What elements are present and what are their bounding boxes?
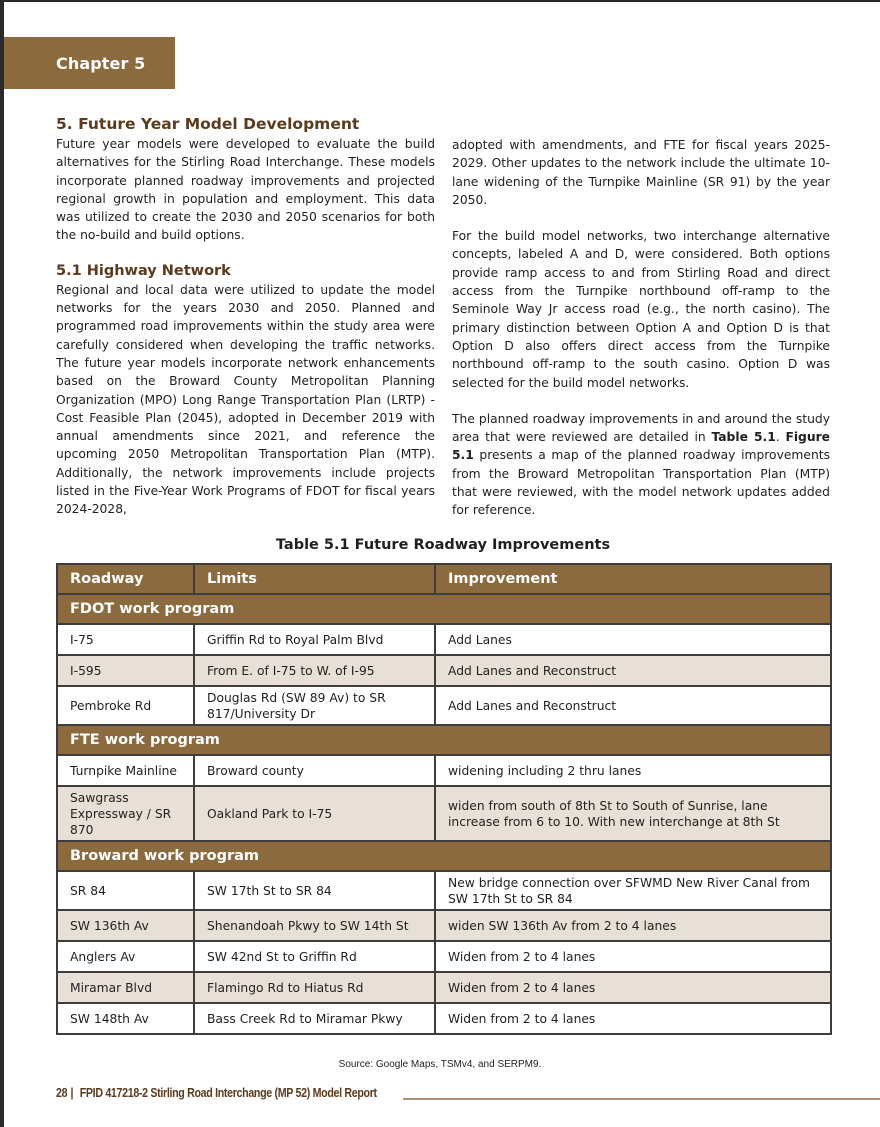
section-body-highway-network: Regional and local data were utilized to update the model networks for the years 2030 and 2050. Planned and programmed road improvements within the study area were carefully considered when developing the traffic networks. The future year models incorporate network enhancements based on the Broward County Metropolitan Planning Organization (MPO) Long Range Transportation Plan (LRTP) - Cost Feasible Plan (2045), adopted in December 2019 with annual amendments since 2021, and reference the upcoming 2050 Metropolitan Transportation Plan (MTP). Additionally, the network improvements include projects listed in the Five-Year Work Programs of FDOT for fiscal years 2024-2028, (56, 282, 435, 517)
table-row (57, 624, 831, 655)
section-title-future-year: 5. Future Year Model Development (56, 115, 360, 133)
group-row-fdot (57, 594, 831, 624)
cell-limits: SW 17th St to SR 84 (194, 871, 435, 910)
viewer-left-edge (0, 0, 4, 1127)
table-row (57, 686, 831, 725)
header-limits: Limits (194, 564, 435, 594)
figure-reference-link[interactable]: Figure 5.1 (452, 430, 831, 463)
right-para-1: adopted with amendments, and FTE for fiscal years 2025-2029. Other updates to the network include the ultimate 10-lane widening of the Turnpike Mainline (SR 91) by the year 2050. (452, 138, 830, 207)
cell-improvement: widening including 2 thru lanes (435, 755, 831, 786)
cell-limits: Douglas Rd (SW 89 Av) to SR 817/University Dr (194, 686, 435, 725)
cell-roadway: I-595 (57, 655, 194, 686)
cell-roadway: Turnpike Mainline (57, 755, 194, 786)
table-row (57, 910, 831, 941)
cell-limits: Broward county (194, 755, 435, 786)
footer-rule (403, 1098, 880, 1100)
cell-improvement: New bridge connection over SFWMD New River Canal from SW 17th St to SR 84 (435, 871, 831, 910)
group-row-fte (57, 725, 831, 755)
section-title-highway-network: 5.1 Highway Network (56, 262, 231, 279)
cell-roadway: SR 84 (57, 871, 194, 910)
page-footer (56, 1085, 377, 1100)
cell-improvement: Add Lanes and Reconstruct (435, 686, 831, 725)
cell-limits: Griffin Rd to Royal Palm Blvd (194, 624, 435, 655)
roadway-improvements-table (56, 563, 832, 1035)
cell-limits: SW 42nd St to Griffin Rd (194, 941, 435, 972)
cell-limits: Shenandoah Pkwy to SW 14th St (194, 910, 435, 941)
table-source-note: Source: Google Maps, TSMv4, and SERPM9. (338, 1059, 542, 1070)
cell-roadway: I-75 (57, 624, 194, 655)
right-para-3 (452, 410, 830, 520)
cell-limits: From E. of I-75 to W. of I-95 (194, 655, 435, 686)
cell-limits: Flamingo Rd to Hiatus Rd (194, 972, 435, 1003)
cell-improvement: Widen from 2 to 4 lanes (435, 1003, 831, 1034)
cell-improvement: Add Lanes (435, 624, 831, 655)
cell-improvement: Widen from 2 to 4 lanes (435, 941, 831, 972)
para3-text: presents a map of the planned roadway improvements from the Broward Metropolitan Transportation Plan (MTP) that were reviewed, with the model network updates added for reference. (452, 448, 830, 518)
table-row (57, 1003, 831, 1034)
chapter-label: Chapter 5 (56, 53, 146, 73)
chapter-tab (4, 37, 175, 89)
table-row (57, 755, 831, 786)
group-label: FDOT work program (57, 594, 831, 624)
table-row (57, 655, 831, 686)
cell-improvement: Add Lanes and Reconstruct (435, 655, 831, 686)
para3-text: . (775, 430, 786, 445)
cell-roadway: SW 148th Av (57, 1003, 194, 1034)
cell-improvement: widen from south of 8th St to South of Sunrise, lane increase from 6 to 10. With new interchange at 8th St (435, 786, 831, 841)
table-title: Table 5.1 Future Roadway Improvements (275, 537, 611, 553)
cell-roadway: Sawgrass Expressway / SR 870 (57, 786, 194, 841)
viewer-top-edge (0, 0, 880, 2)
right-column (452, 136, 830, 520)
section-body-future-year: Future year models were developed to evaluate the build alternatives for the Stirling Road Interchange. These models incorporate planned roadway improvements and projected regional growth in population and employment. This data was utilized to create the 2030 and 2050 scenarios for both the no-build and build options. (56, 137, 435, 243)
cell-limits: Oakland Park to I-75 (194, 786, 435, 841)
cell-limits: Bass Creek Rd to Miramar Pkwy (194, 1003, 435, 1034)
cell-roadway: Miramar Blvd (57, 972, 194, 1003)
footer-report-title: FPID 417218-2 Stirling Road Interchange (MP 52) Model Report (79, 1085, 377, 1100)
right-para-2: For the build model networks, two interchange alternative concepts, labeled A and D, were considered. Both options provide ramp access to and from Stirling Road and direct access from the Turnpike northbound off-ramp to the Seminole Way Jr access road (e.g., the north casino). The primary distinction between Option A and Option D is that Option D also offers direct access from the Turnpike northbound off-ramp to the south casino. Option D was selected for the build model networks. (452, 229, 830, 390)
group-label: FTE work program (57, 725, 831, 755)
group-row-broward (57, 841, 831, 871)
header-improvement: Improvement (435, 564, 831, 594)
cell-improvement: widen SW 136th Av from 2 to 4 lanes (435, 910, 831, 941)
cell-roadway: Pembroke Rd (57, 686, 194, 725)
group-label: Broward work program (57, 841, 831, 871)
para3-text: The planned roadway improvements in and around the study area that were reviewed are detailed in (452, 411, 830, 445)
table-row (57, 941, 831, 972)
table-reference-link[interactable]: Table 5.1 (711, 430, 776, 445)
cell-improvement: Widen from 2 to 4 lanes (435, 972, 831, 1003)
table-row (57, 786, 831, 841)
table-header-row (57, 564, 831, 594)
page-number: 28 (56, 1085, 68, 1100)
table-row (57, 972, 831, 1003)
cell-roadway: Anglers Av (57, 941, 194, 972)
cell-roadway: SW 136th Av (57, 910, 194, 941)
header-roadway: Roadway (57, 564, 194, 594)
footer-separator: | (70, 1085, 74, 1100)
table-row (57, 871, 831, 910)
left-column (56, 114, 435, 519)
